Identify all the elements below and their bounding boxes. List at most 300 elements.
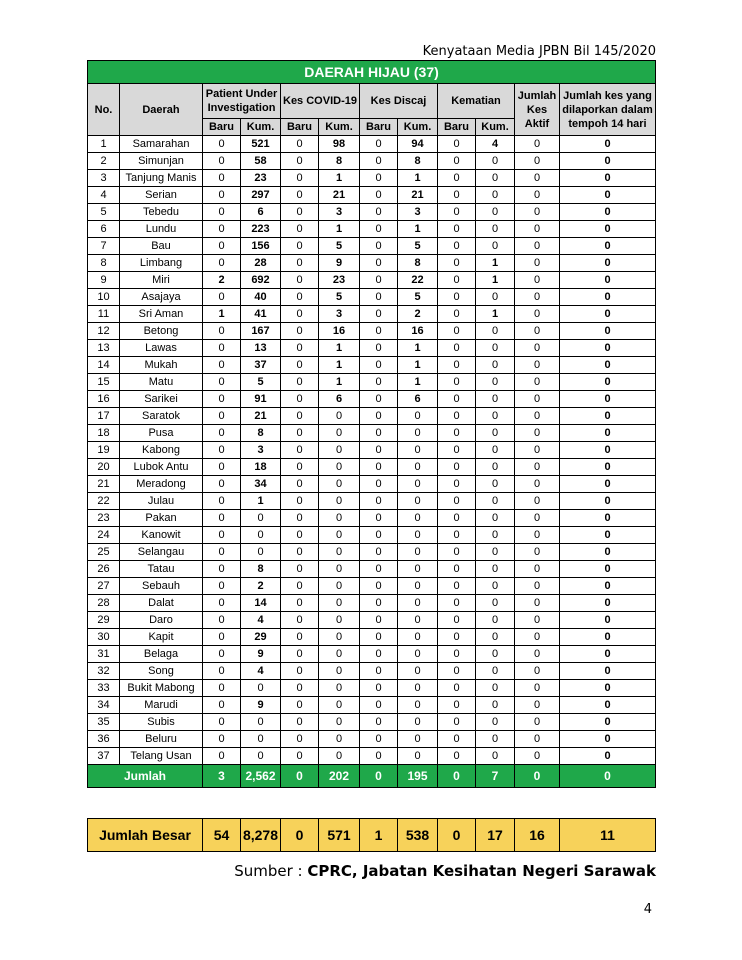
table-cell: 0 xyxy=(203,170,241,187)
row-number: 4 xyxy=(88,187,120,204)
table-cell: 0 xyxy=(203,646,241,663)
grand-total-label: Jumlah Besar xyxy=(88,819,203,852)
row-number: 21 xyxy=(88,476,120,493)
table-cell: 0 xyxy=(476,204,515,221)
table-cell: 16 xyxy=(398,323,438,340)
table-cell: 0 xyxy=(560,187,656,204)
table-cell: 21 xyxy=(319,187,360,204)
table-cell: 58 xyxy=(241,153,281,170)
table-cell: 0 xyxy=(476,748,515,765)
grand-total-row xyxy=(88,819,656,852)
table-cell: 0 xyxy=(360,646,398,663)
table-cell: 0 xyxy=(438,391,476,408)
total-label: Jumlah xyxy=(88,765,203,788)
table-cell: 0 xyxy=(398,493,438,510)
table-cell: 0 xyxy=(515,646,560,663)
table-cell: 34 xyxy=(241,476,281,493)
table-cell: 0 xyxy=(319,544,360,561)
table-cell: 0 xyxy=(560,544,656,561)
table-cell: 0 xyxy=(203,578,241,595)
table-cell: 0 xyxy=(203,459,241,476)
table-cell: 0 xyxy=(515,306,560,323)
table-row xyxy=(88,595,656,612)
table-cell: 8 xyxy=(319,153,360,170)
grand-total-cell: 538 xyxy=(398,819,438,852)
table-cell: 0 xyxy=(203,544,241,561)
row-number: 8 xyxy=(88,255,120,272)
table-cell: 0 xyxy=(360,357,398,374)
table-cell: 0 xyxy=(560,238,656,255)
col-header-daerah: Daerah xyxy=(120,84,203,136)
table-cell: 1 xyxy=(241,493,281,510)
table-cell: 0 xyxy=(319,663,360,680)
table-cell: 0 xyxy=(476,221,515,238)
daerah-name: Lundu xyxy=(120,221,203,238)
table-row xyxy=(88,170,656,187)
row-number: 15 xyxy=(88,374,120,391)
table-cell: 0 xyxy=(319,578,360,595)
table-cell: 0 xyxy=(203,561,241,578)
table-cell: 0 xyxy=(438,527,476,544)
daerah-name: Tanjung Manis xyxy=(120,170,203,187)
table-cell: 0 xyxy=(438,221,476,238)
row-number: 30 xyxy=(88,629,120,646)
table-cell: 0 xyxy=(438,204,476,221)
table-cell: 0 xyxy=(515,595,560,612)
grand-total-cell: 571 xyxy=(319,819,360,852)
table-cell: 0 xyxy=(476,170,515,187)
subheader-kum: Kum. xyxy=(319,119,360,136)
table-cell: 0 xyxy=(319,595,360,612)
table-cell: 0 xyxy=(438,170,476,187)
table-row xyxy=(88,731,656,748)
table-cell: 0 xyxy=(360,459,398,476)
grand-total-cell: 0 xyxy=(281,819,319,852)
table-cell: 0 xyxy=(560,374,656,391)
row-number: 9 xyxy=(88,272,120,289)
table-cell: 0 xyxy=(241,544,281,561)
table-cell: 0 xyxy=(319,510,360,527)
table-cell: 0 xyxy=(476,612,515,629)
total-cell: 3 xyxy=(203,765,241,788)
table-cell: 41 xyxy=(241,306,281,323)
table-cell: 1 xyxy=(319,340,360,357)
table-cell: 0 xyxy=(560,561,656,578)
table-cell: 0 xyxy=(560,340,656,357)
daerah-name: Tatau xyxy=(120,561,203,578)
table-cell: 1 xyxy=(319,170,360,187)
table-cell: 2 xyxy=(398,306,438,323)
table-cell: 5 xyxy=(398,238,438,255)
table-cell: 0 xyxy=(438,408,476,425)
table-cell: 0 xyxy=(476,578,515,595)
table-cell: 0 xyxy=(281,612,319,629)
table-cell: 0 xyxy=(515,544,560,561)
table-cell: 18 xyxy=(241,459,281,476)
table-cell: 0 xyxy=(203,629,241,646)
table-cell: 37 xyxy=(241,357,281,374)
table-cell: 0 xyxy=(560,204,656,221)
table-cell: 0 xyxy=(360,187,398,204)
table-cell: 0 xyxy=(476,374,515,391)
table-cell: 5 xyxy=(398,289,438,306)
table-cell: 0 xyxy=(560,493,656,510)
table-cell: 0 xyxy=(281,459,319,476)
table-cell: 0 xyxy=(203,340,241,357)
table-cell: 0 xyxy=(560,748,656,765)
daerah-name: Sarikei xyxy=(120,391,203,408)
table-cell: 0 xyxy=(398,561,438,578)
table-cell: 0 xyxy=(398,476,438,493)
table-cell: 0 xyxy=(515,459,560,476)
table-cell: 16 xyxy=(319,323,360,340)
table-cell: 0 xyxy=(560,289,656,306)
table-cell: 0 xyxy=(476,187,515,204)
table-cell: 0 xyxy=(360,374,398,391)
row-number: 27 xyxy=(88,578,120,595)
table-cell: 1 xyxy=(476,306,515,323)
table-cell: 0 xyxy=(476,340,515,357)
table-cell: 0 xyxy=(360,306,398,323)
table-cell: 0 xyxy=(398,595,438,612)
table-row xyxy=(88,459,656,476)
table-cell: 0 xyxy=(515,357,560,374)
table-cell: 0 xyxy=(203,153,241,170)
table-cell: 28 xyxy=(241,255,281,272)
subheader-kum: Kum. xyxy=(398,119,438,136)
col-header-pui: Patient Under Investigation xyxy=(203,84,281,119)
table-cell: 0 xyxy=(515,748,560,765)
table-cell: 0 xyxy=(319,731,360,748)
table-cell: 91 xyxy=(241,391,281,408)
daerah-name: Selangau xyxy=(120,544,203,561)
row-number: 37 xyxy=(88,748,120,765)
table-cell: 0 xyxy=(203,357,241,374)
row-number: 32 xyxy=(88,663,120,680)
row-number: 14 xyxy=(88,357,120,374)
daerah-name: Matu xyxy=(120,374,203,391)
table-cell: 0 xyxy=(476,527,515,544)
table-cell: 0 xyxy=(281,527,319,544)
table-cell: 29 xyxy=(241,629,281,646)
table-cell: 0 xyxy=(515,170,560,187)
table-cell: 0 xyxy=(560,459,656,476)
table-cell: 0 xyxy=(203,680,241,697)
total-cell: 195 xyxy=(398,765,438,788)
table-cell: 0 xyxy=(560,442,656,459)
table-cell: 0 xyxy=(398,697,438,714)
subheader-baru: Baru xyxy=(203,119,241,136)
grand-total-table xyxy=(87,818,656,852)
row-number: 23 xyxy=(88,510,120,527)
table-cell: 0 xyxy=(560,323,656,340)
table-cell: 0 xyxy=(515,187,560,204)
table-cell: 0 xyxy=(360,527,398,544)
row-number: 11 xyxy=(88,306,120,323)
table-cell: 0 xyxy=(438,510,476,527)
row-number: 6 xyxy=(88,221,120,238)
table-cell: 1 xyxy=(319,357,360,374)
table-cell: 0 xyxy=(319,561,360,578)
table-cell: 0 xyxy=(281,476,319,493)
table-cell: 21 xyxy=(241,408,281,425)
daerah-hijau-table xyxy=(87,60,656,788)
table-cell: 0 xyxy=(476,476,515,493)
table-row xyxy=(88,221,656,238)
table-cell: 0 xyxy=(360,612,398,629)
table-cell: 0 xyxy=(360,425,398,442)
table-cell: 0 xyxy=(281,442,319,459)
table-row xyxy=(88,323,656,340)
table-cell: 0 xyxy=(515,612,560,629)
row-number: 22 xyxy=(88,493,120,510)
row-number: 10 xyxy=(88,289,120,306)
table-row xyxy=(88,612,656,629)
table-cell: 297 xyxy=(241,187,281,204)
table-cell: 0 xyxy=(476,442,515,459)
table-cell: 0 xyxy=(560,153,656,170)
table-cell: 0 xyxy=(560,714,656,731)
table-cell: 0 xyxy=(476,238,515,255)
table-cell: 0 xyxy=(438,476,476,493)
table-cell: 0 xyxy=(281,238,319,255)
daerah-name: Song xyxy=(120,663,203,680)
table-cell: 0 xyxy=(281,374,319,391)
table-cell: 0 xyxy=(476,323,515,340)
subheader-baru: Baru xyxy=(360,119,398,136)
table-cell: 0 xyxy=(438,425,476,442)
daerah-name: Simunjan xyxy=(120,153,203,170)
table-cell: 0 xyxy=(203,221,241,238)
table-cell: 0 xyxy=(476,544,515,561)
table-cell: 0 xyxy=(560,255,656,272)
table-cell: 0 xyxy=(438,187,476,204)
table-cell: 521 xyxy=(241,136,281,153)
total-cell: 0 xyxy=(281,765,319,788)
row-number: 26 xyxy=(88,561,120,578)
daerah-name: Daro xyxy=(120,612,203,629)
table-cell: 0 xyxy=(515,255,560,272)
table-cell: 0 xyxy=(281,646,319,663)
table-cell: 0 xyxy=(281,204,319,221)
table-cell: 0 xyxy=(398,510,438,527)
table-cell: 0 xyxy=(281,493,319,510)
table-cell: 4 xyxy=(241,663,281,680)
table-cell: 0 xyxy=(438,680,476,697)
table-cell: 0 xyxy=(281,578,319,595)
table-cell: 0 xyxy=(203,204,241,221)
table-cell: 0 xyxy=(438,612,476,629)
table-cell: 0 xyxy=(515,714,560,731)
table-cell: 0 xyxy=(398,629,438,646)
daerah-name: Belaga xyxy=(120,646,203,663)
source-prefix: Sumber : xyxy=(234,862,308,880)
table-cell: 0 xyxy=(515,629,560,646)
table-cell: 0 xyxy=(319,442,360,459)
grand-total-cell: 11 xyxy=(560,819,656,852)
table-cell: 1 xyxy=(398,374,438,391)
subheader-kum: Kum. xyxy=(241,119,281,136)
table-cell: 2 xyxy=(203,272,241,289)
table-cell: 0 xyxy=(360,561,398,578)
row-number: 25 xyxy=(88,544,120,561)
table-cell: 0 xyxy=(281,425,319,442)
table-cell: 1 xyxy=(203,306,241,323)
table-cell: 0 xyxy=(515,238,560,255)
table-cell: 0 xyxy=(281,306,319,323)
table-cell: 0 xyxy=(281,153,319,170)
table-cell: 0 xyxy=(515,323,560,340)
table-cell: 0 xyxy=(560,646,656,663)
table-cell: 0 xyxy=(560,612,656,629)
table-cell: 0 xyxy=(476,731,515,748)
table-cell: 0 xyxy=(281,408,319,425)
table-cell: 0 xyxy=(203,476,241,493)
table-cell: 0 xyxy=(360,697,398,714)
table-cell: 0 xyxy=(281,391,319,408)
table-cell: 40 xyxy=(241,289,281,306)
table-row xyxy=(88,408,656,425)
daerah-name: Pakan xyxy=(120,510,203,527)
daerah-name: Subis xyxy=(120,714,203,731)
table-cell: 0 xyxy=(203,425,241,442)
daerah-name: Kanowit xyxy=(120,527,203,544)
daerah-name: Tebedu xyxy=(120,204,203,221)
table-cell: 0 xyxy=(281,663,319,680)
daerah-name: Dalat xyxy=(120,595,203,612)
table-cell: 8 xyxy=(398,255,438,272)
table-cell: 0 xyxy=(281,136,319,153)
grand-total-cell: 54 xyxy=(203,819,241,852)
table-cell: 0 xyxy=(281,272,319,289)
table-cell: 0 xyxy=(438,731,476,748)
table-cell: 0 xyxy=(203,238,241,255)
table-cell: 0 xyxy=(281,289,319,306)
table-cell: 0 xyxy=(476,357,515,374)
daerah-name: Betong xyxy=(120,323,203,340)
table-cell: 0 xyxy=(203,663,241,680)
daerah-name: Bukit Mabong xyxy=(120,680,203,697)
table-row xyxy=(88,340,656,357)
table-cell: 0 xyxy=(560,663,656,680)
table-cell: 223 xyxy=(241,221,281,238)
table-cell: 0 xyxy=(438,374,476,391)
daerah-name: Lawas xyxy=(120,340,203,357)
table-row xyxy=(88,629,656,646)
table-cell: 0 xyxy=(515,476,560,493)
table-cell: 0 xyxy=(515,510,560,527)
table-cell: 3 xyxy=(319,204,360,221)
table-cell: 0 xyxy=(438,646,476,663)
total-cell: 0 xyxy=(515,765,560,788)
table-cell: 0 xyxy=(398,527,438,544)
table-cell: 0 xyxy=(398,646,438,663)
page-number: 4 xyxy=(643,902,652,917)
total-row xyxy=(88,765,656,788)
table-cell: 0 xyxy=(360,238,398,255)
table-row xyxy=(88,510,656,527)
table-cell: 0 xyxy=(281,714,319,731)
table-cell: 0 xyxy=(476,561,515,578)
daerah-name: Sebauh xyxy=(120,578,203,595)
table-cell: 0 xyxy=(438,238,476,255)
table-cell: 8 xyxy=(398,153,438,170)
table-cell: 0 xyxy=(515,340,560,357)
table-cell: 1 xyxy=(476,272,515,289)
table-cell: 0 xyxy=(515,408,560,425)
table-cell: 0 xyxy=(438,493,476,510)
table-cell: 0 xyxy=(398,663,438,680)
table-cell: 0 xyxy=(360,748,398,765)
table-cell: 0 xyxy=(515,442,560,459)
table-cell: 0 xyxy=(319,629,360,646)
daerah-name: Lubok Antu xyxy=(120,459,203,476)
table-cell: 1 xyxy=(319,374,360,391)
table-cell: 0 xyxy=(476,595,515,612)
table-cell: 3 xyxy=(319,306,360,323)
source-text: CPRC, Jabatan Kesihatan Negeri Sarawak xyxy=(307,862,656,880)
table-cell: 0 xyxy=(203,595,241,612)
table-cell: 0 xyxy=(360,221,398,238)
table-cell: 0 xyxy=(319,408,360,425)
total-cell: 0 xyxy=(438,765,476,788)
grand-total-cell: 0 xyxy=(438,819,476,852)
table-cell: 0 xyxy=(560,136,656,153)
table-cell: 0 xyxy=(438,289,476,306)
table-title: DAERAH HIJAU (37) xyxy=(88,61,656,84)
table-cell: 0 xyxy=(560,595,656,612)
row-number: 31 xyxy=(88,646,120,663)
table-cell: 0 xyxy=(560,510,656,527)
table-cell: 0 xyxy=(203,714,241,731)
table-cell: 0 xyxy=(438,153,476,170)
table-cell: 0 xyxy=(515,221,560,238)
grand-total-cell: 8,278 xyxy=(241,819,281,852)
table-cell: 9 xyxy=(319,255,360,272)
row-number: 3 xyxy=(88,170,120,187)
table-cell: 0 xyxy=(515,289,560,306)
table-cell: 0 xyxy=(515,425,560,442)
table-cell: 0 xyxy=(398,459,438,476)
table-row xyxy=(88,544,656,561)
table-cell: 0 xyxy=(319,714,360,731)
daerah-name: Kapit xyxy=(120,629,203,646)
table-cell: 0 xyxy=(319,459,360,476)
table-cell: 98 xyxy=(319,136,360,153)
table-cell: 0 xyxy=(241,714,281,731)
table-row xyxy=(88,442,656,459)
table-cell: 0 xyxy=(360,272,398,289)
table-cell: 0 xyxy=(515,527,560,544)
table-cell: 0 xyxy=(515,153,560,170)
table-cell: 0 xyxy=(476,680,515,697)
source-note xyxy=(234,862,656,880)
table-cell: 0 xyxy=(360,170,398,187)
total-cell: 0 xyxy=(360,765,398,788)
table-cell: 0 xyxy=(319,680,360,697)
table-cell: 0 xyxy=(203,136,241,153)
table-cell: 3 xyxy=(398,204,438,221)
table-cell: 22 xyxy=(398,272,438,289)
table-cell: 156 xyxy=(241,238,281,255)
table-cell: 0 xyxy=(560,408,656,425)
table-cell: 0 xyxy=(476,459,515,476)
table-cell: 0 xyxy=(319,646,360,663)
table-row xyxy=(88,357,656,374)
total-cell: 2,562 xyxy=(241,765,281,788)
table-cell: 0 xyxy=(241,731,281,748)
table-cell: 0 xyxy=(438,629,476,646)
